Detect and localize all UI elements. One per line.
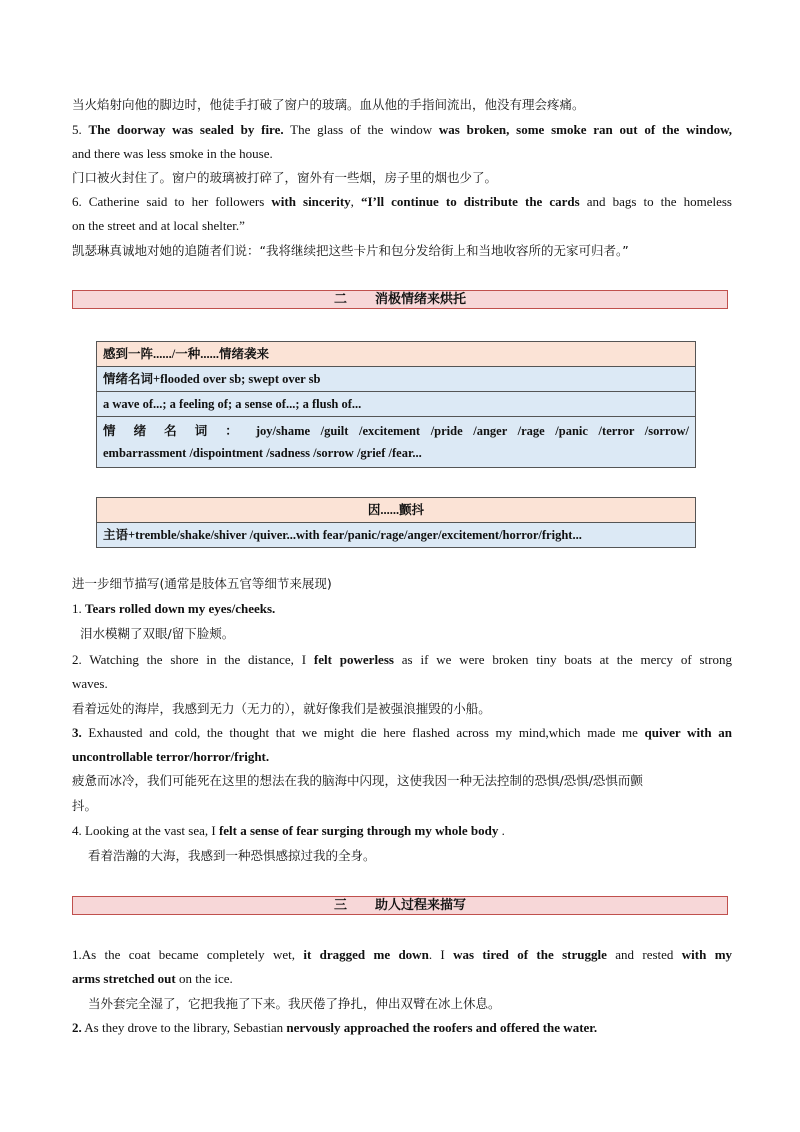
help-item-2: 2. As they drove to the library, Sebastian nervously approached the roofers and offered the water. xyxy=(72,1020,598,1035)
emotion-table-header: 感到一阵....../一种......情绪袭来 xyxy=(97,342,696,367)
detail-item-3: 3. Exhausted and cold, the thought that we might die here flashed across my mind,which made me quiver with an xyxy=(72,725,732,740)
tremble-table xyxy=(96,497,696,548)
tremble-table-row: 主语+tremble/shake/shiver /quiver...with fear/panic/rage/anger/excitement/horror/fright... xyxy=(97,523,696,548)
detail-item-1-cn: 泪水模糊了双眼/留下脸颊。 xyxy=(80,626,235,641)
detail-item-3-cn: 疲惫而冰冷，我们可能死在这里的想法在我的脑海中闪现，这使我因一种无法控制的恐惧/恐惧/恐惧而颤 xyxy=(72,773,643,788)
detail-item-3-cont: uncontrollable terror/horror/fright. xyxy=(72,749,270,764)
detail-item-4: 4. Looking at the vast sea, I felt a sense of fear surging through my whole body . xyxy=(72,823,505,838)
tremble-table-header: 因......颤抖 xyxy=(97,498,696,523)
detail-item-2: 2. Watching the shore in the distance, I felt powerless as if we were broken tiny boats at the mercy of strong xyxy=(72,652,733,667)
example-6-cn: 凯瑟琳真诚地对她的追随者们说：“我将继续把这些卡片和包分发给街上和当地收容所的无家可归者。” xyxy=(72,243,629,258)
example-5: 5. The doorway was sealed by fire. The glass of the window was broken, some smoke ran out of the window, xyxy=(72,122,732,137)
example-5-cont: and there was less smoke in the house. xyxy=(72,146,273,161)
detail-item-2-cont: waves. xyxy=(72,676,108,691)
help-item-1-cn: 当外套完全湿了，它把我拖了下来。我厌倦了挣扎，伸出双臂在冰上休息。 xyxy=(88,996,501,1011)
example-6-cont: on the street and at local shelter.” xyxy=(72,218,245,233)
detail-item-2-cn: 看着远处的海岸，我感到无力（无力的），就好像我们是被强浪摧毁的小船。 xyxy=(72,701,491,716)
section-heading-2: 二 消极情绪来烘托 xyxy=(72,290,728,309)
example-6: 6. Catherine said to her followers with sincerity, “I’ll continue to distribute the cards and bags to the homeless xyxy=(72,194,732,209)
section-heading-3: 三 助人过程来描写 xyxy=(72,896,728,915)
detail-intro: 进一步细节描写(通常是肢体五官等细节来展现) xyxy=(72,576,332,591)
example-5-cn: 门口被火封住了。窗户的玻璃被打碎了，窗外有一些烟，房子里的烟也少了。 xyxy=(72,170,498,185)
emotion-table-row: 情绪名词+flooded over sb; swept over sb xyxy=(97,367,696,392)
help-item-1: 1.As the coat became completely wet, it dragged me down. I was tired of the struggle and rested with my xyxy=(72,947,733,962)
help-item-1-cont: arms stretched out on the ice. xyxy=(72,971,233,986)
detail-item-4-cn: 看着浩瀚的大海，我感到一种恐惧感掠过我的全身。 xyxy=(88,848,376,863)
emotion-table-row: a wave of...; a feeling of; a sense of...; a flush of... xyxy=(97,392,696,417)
intro-cn-line: 当火焰射向他的脚边时，他徒手打破了窗户的玻璃。血从他的手指间流出，他没有理会疼痛。 xyxy=(72,97,585,112)
detail-item-1: 1. Tears rolled down my eyes/cheeks. xyxy=(72,601,276,616)
emotion-table xyxy=(96,341,696,468)
emotion-table-row: 情 绪 名 词 ： joy/shame /guilt /excitement /pride /anger /rage /panic /terror /sorrow/ embarrassment /dispointment /sadness /sorrow /grief /fear... xyxy=(97,417,696,468)
detail-item-3-cn-cont: 抖。 xyxy=(72,798,98,813)
